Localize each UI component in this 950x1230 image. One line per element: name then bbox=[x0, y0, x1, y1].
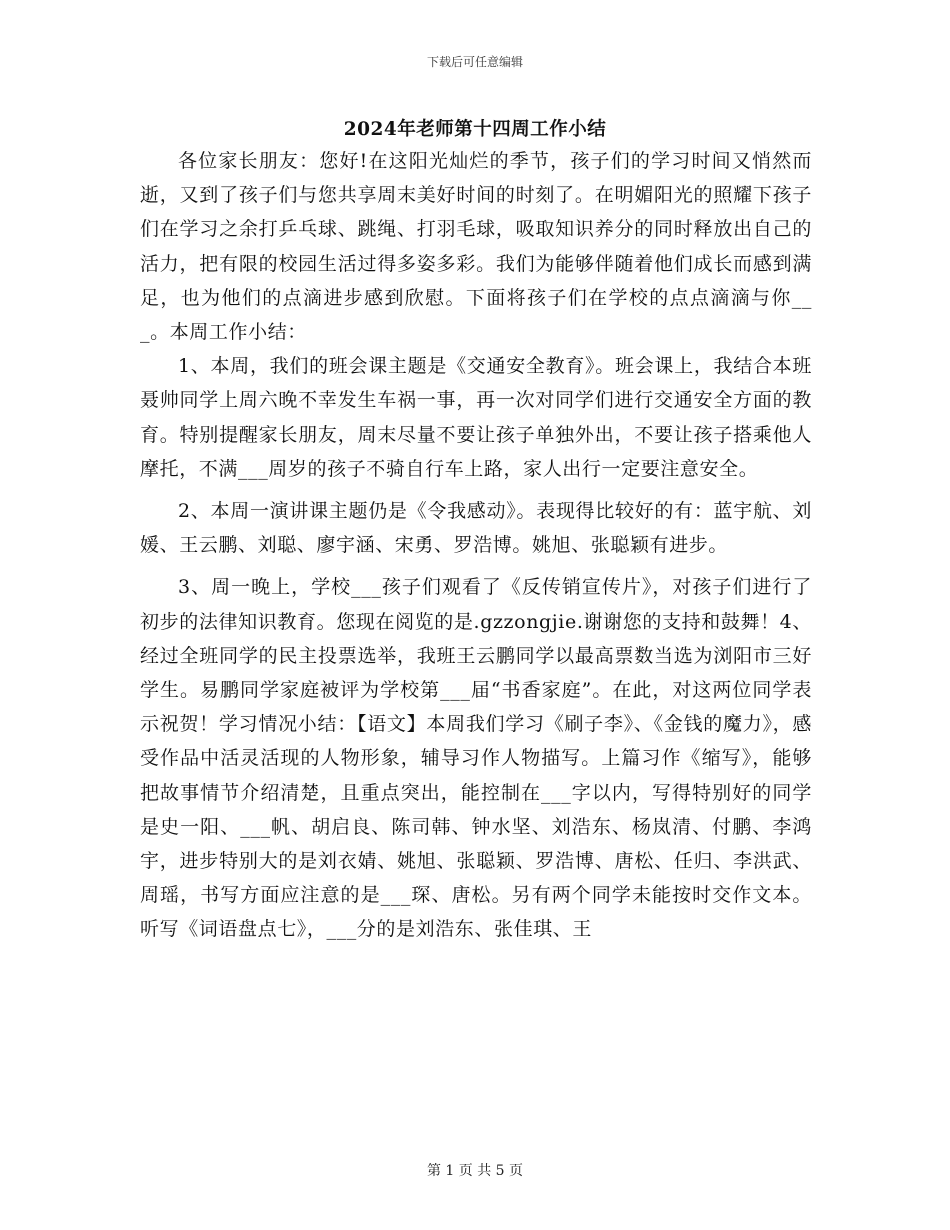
document-title: 2024年老师第十四周工作小结 bbox=[343, 119, 607, 140]
paragraph-item-2: 2、本周一演讲课主题仍是《令我感动》。表现得比较好的有：蓝宇航、刘媛、王云鹏、刘聪、廖宇涵、宋勇、罗浩博。姚旭、张聪颖有进步。 bbox=[140, 500, 812, 557]
page-number: 第 1 页 共 5 页 bbox=[426, 1163, 524, 1179]
paragraph-item-1: 1、本周，我们的班会课主题是《交通安全教育》。班会课上，我结合本班聂帅同学上周六晚不幸发生车祸一事，再一次对同学们进行交通安全方面的教育。特别提醒家长朋友，周末尽量不要让孩子单独外出，不要让孩子搭乘他人摩托，不满___周岁的孩子不骑自行车上路，家人出行一定要注意安全。 bbox=[140, 355, 812, 480]
paragraph-greeting: 各位家长朋友：您好!在这阳光灿烂的季节，孩子们的学习时间又悄然而逝，又到了孩子们与您共享周末美好时间的时刻了。在明媚阳光的照耀下孩子们在学习之余打乒乓球、跳绳、打羽毛球，吸取知识养分的同时释放出自己的活力，把有限的校园生活过得多姿多彩。我们为能够伴随着他们成长而感到满足，也为他们的点滴进步感到欣慰。下面将孩子们在学校的点点滴滴与你___。本周工作小结： bbox=[140, 150, 812, 344]
paragraph-item-3: 3、周一晚上，学校___孩子们观看了《反传销宣传片》，对孩子们进行了初步的法律知识教育。您现在阅览的是.gzzongjie.谢谢您的支持和鼓舞！4、经过全班同学的民主投票选举，我班王云鹏同学以最高票数当选为浏阳市三好学生。易鹏同学家庭被评为学校第___届“书香家庭”。在此，对这两位同学表示祝贺！学习情况小结：【语文】本周我们学习《刷子李》、《金钱的魔力》，感受作品中活灵活现的人物形象，辅导习作人物描写。上篇习作《缩写》，能够把故事情节介绍清楚，且重点突出，能控制在___字以内，写得特别好的同学是史一阳、___帆、胡启良、陈司韩、钟水坚、刘浩东、杨岚清、付鹏、李鸿宇，进步特别大的是刘衣婧、姚旭、张聪颖、罗浩博、唐松、任归、李洪武、周瑶，书写方面应注意的是___琛、唐松。另有两个同学未能按时交作文本。听写《词语盘点七》，___分的是刘浩东、张佳琪、王 bbox=[140, 576, 812, 941]
document-body bbox=[140, 144, 812, 947]
page-header-note: 下载后可任意编辑 bbox=[426, 55, 523, 69]
